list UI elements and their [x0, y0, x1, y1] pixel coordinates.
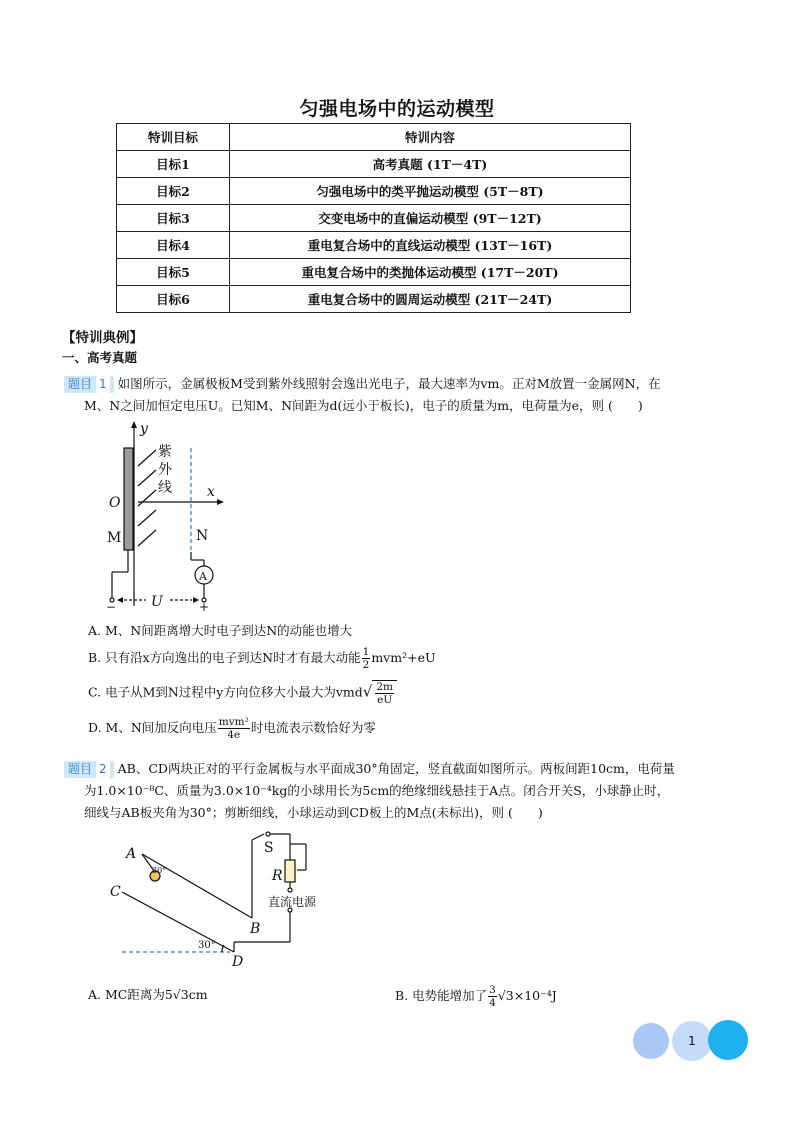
question-text-line: AB、CD两块正对的平行金属板与水平面成30°角固定，竖直截面如图所示。两板间距10cm，电荷量	[117, 761, 675, 776]
switch	[252, 834, 264, 840]
label-uv: 紫	[158, 444, 172, 460]
x-axis-arrow	[217, 499, 224, 505]
uv-ray	[138, 510, 156, 526]
question-text-line: 为1.0×10⁻⁸C、质量为3.0×10⁻⁴kg的小球用长为5cm的绝缘细线悬挂于A点。闭合开关S，小球静止时，	[84, 783, 670, 798]
option-d-text: D. M、N间加反向电压	[88, 720, 217, 735]
label-d: D	[232, 954, 244, 970]
table-cell: 交变电场中的直偏运动模型 (9T－12T)	[230, 205, 631, 232]
table-cell: 目标4	[117, 232, 230, 259]
option-c: C. 电子从M到N过程中y方向位移大小最大为vmd√ $\frac{2m}{eU}$	[88, 680, 397, 706]
table-header-row	[117, 124, 631, 151]
label-uv: 外	[158, 462, 172, 478]
subsection-title: 一、高考真题	[62, 350, 138, 365]
fraction	[375, 681, 394, 706]
question-tag-label: 题目	[68, 762, 93, 776]
label-m: M	[107, 530, 122, 546]
label-s: S	[264, 840, 274, 856]
capacitor-diagram	[104, 826, 344, 974]
uv-ray	[138, 470, 156, 486]
page-badge-right	[708, 1020, 748, 1060]
label-source: 直流电源	[268, 895, 317, 909]
question-tag-label: 题目	[68, 377, 93, 391]
targets-table	[116, 123, 631, 313]
page-badge-left	[633, 1023, 669, 1059]
label-uv: 线	[158, 480, 172, 496]
page-title: 匀强电场中的运动模型	[299, 98, 495, 120]
option-b-text-end: √3×10⁻⁴J	[497, 988, 557, 1003]
label-c: C	[110, 884, 121, 900]
option-b	[88, 646, 436, 671]
table-cell: 目标5	[117, 259, 230, 286]
option-d-text-end: 时电流表示数恰好为零	[250, 720, 376, 735]
plate-ab	[142, 854, 252, 918]
label-a: A	[126, 846, 137, 862]
label-n: N	[196, 528, 209, 544]
question-2	[64, 758, 764, 780]
question-number: 2	[96, 761, 110, 778]
uv-ray	[138, 490, 156, 506]
label-angle: 30°	[198, 940, 216, 951]
table-row	[117, 151, 631, 178]
option-d	[88, 716, 376, 741]
option-c-text: C. 电子从M到N过程中y方向位移大小最大为vmd	[88, 684, 363, 700]
table-cell: 目标3	[117, 205, 230, 232]
fraction-numerator: 1	[362, 646, 370, 658]
table-header: 特训目标	[117, 124, 230, 151]
question-text-line: M、N之间加恒定电压U。已知M、N间距为d(远小于板长)，电子的质量为m，电荷量为e，则 ( )	[84, 398, 643, 413]
uv-ray	[138, 530, 156, 546]
label-y: y	[140, 421, 148, 437]
plate-m	[124, 448, 133, 550]
option-a: A. M、N间距离增大时电子到达N的动能也增大	[88, 623, 353, 638]
fraction	[362, 646, 371, 671]
label-minus: −	[106, 600, 117, 612]
y-axis-arrow	[131, 421, 137, 428]
option-b	[395, 984, 557, 1009]
option-b-text: B. 电势能增加了	[395, 988, 488, 1003]
fraction-denominator: 2	[362, 659, 370, 671]
table-row	[117, 232, 631, 259]
label-u: U	[151, 594, 163, 610]
section-title: 【特训典例】	[62, 330, 143, 346]
question-tag	[64, 761, 114, 778]
question-number: 1	[96, 376, 110, 393]
table-row	[117, 259, 631, 286]
label-angle: 30°	[152, 866, 167, 875]
table-cell: 重电复合场中的直线运动模型 (13T－16T)	[230, 232, 631, 259]
fraction-denominator: 4e	[227, 729, 241, 741]
table-row	[117, 286, 631, 313]
table-header: 特训内容	[230, 124, 631, 151]
terminal	[288, 888, 292, 892]
option-a: A. MC距离为5√3cm	[88, 987, 208, 1002]
fraction	[218, 716, 250, 741]
table-cell: 目标6	[117, 286, 230, 313]
plate-cd	[122, 892, 234, 952]
label-plus: +	[199, 600, 210, 612]
option-b-text-end: mvm²+eU	[371, 650, 436, 665]
photoelectric-diagram	[96, 420, 276, 612]
question-tag	[64, 376, 114, 393]
page-number: 1	[672, 1021, 712, 1061]
label-o: O	[109, 495, 121, 511]
fraction-numerator: mvm²	[218, 716, 249, 728]
fraction	[488, 984, 497, 1009]
label-a: A	[199, 570, 207, 583]
option-b-text: B. 只有沿x方向逸出的电子到达N时才有最大动能	[88, 650, 361, 665]
question-text-line: 细线与AB板夹角为30°；剪断细线，小球运动到CD板上的M点(未标出)，则 ( )	[84, 805, 543, 820]
table-row	[117, 178, 631, 205]
terminal	[266, 832, 270, 836]
table-cell: 匀强电场中的类平抛运动模型 (5T－8T)	[230, 178, 631, 205]
table-cell: 目标1	[117, 151, 230, 178]
fraction-numerator: 2m	[376, 681, 393, 693]
table-cell: 高考真题 (1T－4T)	[230, 151, 631, 178]
resistor	[285, 860, 295, 882]
arrow	[117, 597, 123, 603]
label-b: B	[250, 921, 261, 937]
label-x: x	[207, 484, 215, 500]
table-cell: 重电复合场中的圆周运动模型 (21T－24T)	[230, 286, 631, 313]
fraction-denominator: 4	[489, 997, 496, 1009]
question-1	[64, 373, 754, 395]
fraction-numerator: 3	[489, 984, 496, 996]
fraction-denominator: eU	[377, 694, 393, 706]
question-text-line: 如图所示，金属极板M受到紫外线照射会逸出光电子，最大速率为vm。正对M放置一金属网N，在	[117, 376, 661, 391]
table-cell: 目标2	[117, 178, 230, 205]
uv-ray	[138, 450, 156, 466]
sqrt-term	[372, 680, 397, 706]
label-r: R	[272, 868, 283, 884]
table-cell: 重电复合场中的类抛体运动模型 (17T－20T)	[230, 259, 631, 286]
table-row	[117, 205, 631, 232]
